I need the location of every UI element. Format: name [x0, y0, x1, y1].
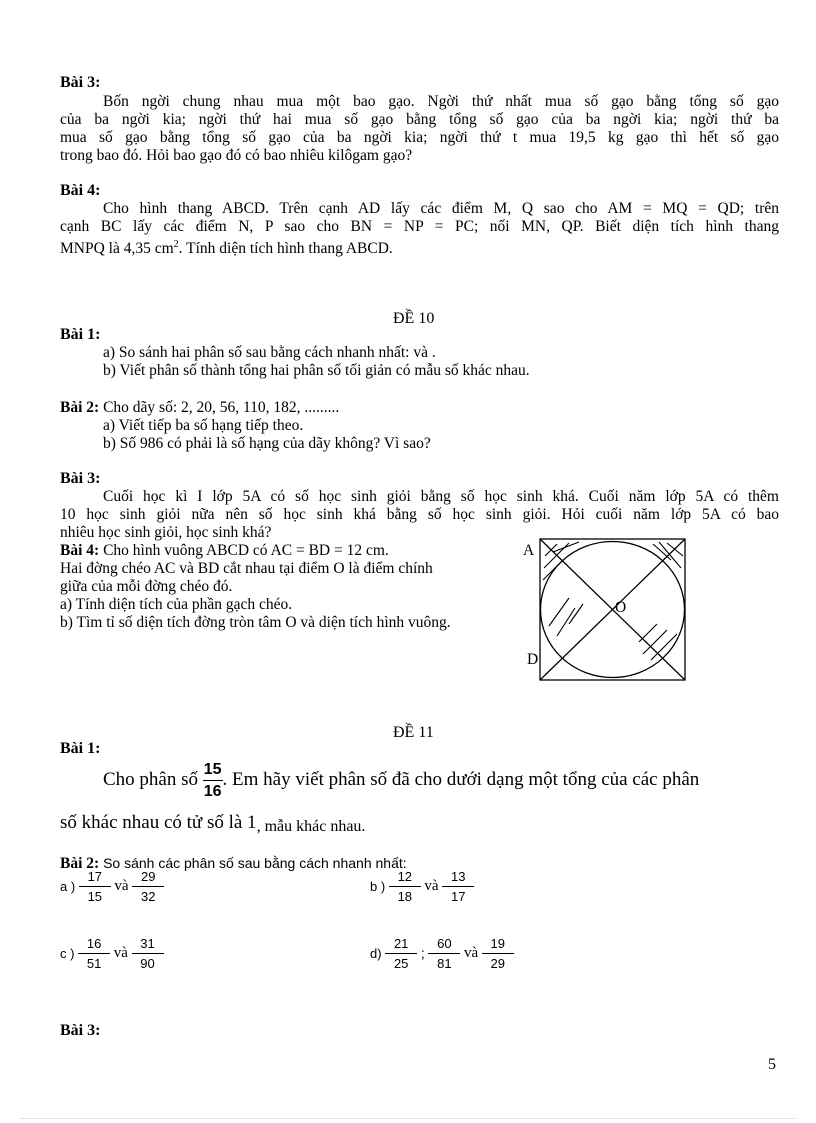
page-number: 5: [768, 1056, 776, 1073]
bai4-line-2: cạnh BC lấy các điểm N, P sao cho BN = NP = PC; nối MN, QP. Biết diện tích hình thang: [60, 218, 779, 235]
fraction-12-18: $\frac{12}{18}$: [389, 868, 421, 905]
hatch-left: [549, 598, 583, 636]
de10-bai2-a: a) Viết tiếp ba số hạng tiếp theo.: [103, 417, 304, 434]
de10-bai2-b: b) Số 986 có phải là số hạng của dãy không? Vì sao?: [103, 435, 431, 452]
de10-bai1-b: b) Viết phân số thành tổng hai phân số tối giản có mẫu số khác nhau.: [103, 362, 530, 379]
footer-divider: [20, 1118, 796, 1119]
fraction-15-16: $\frac{15}{16}$: [203, 761, 222, 801]
fraction-19-29: $\frac{19}{29}$: [482, 935, 514, 972]
de10-bai2-line: Bài 2: Cho dãy số: 2, 20, 56, 110, 182, .........: [60, 399, 340, 416]
fraction-21-25: $\frac{21}{25}$: [385, 935, 417, 972]
de10-bai3-line-2: 10 học sinh giỏi nữa nên số học sinh khá bằng số học sinh giỏi. Hỏi cuối năm lớp 5A có bao: [60, 506, 779, 523]
de10-bai3-line-3: nhiêu học sinh giỏi, học sinh khá?: [60, 524, 272, 541]
fraction-60-81: $\frac{60}{81}$: [428, 935, 460, 972]
de11-bai1-heading: Bài 1:: [60, 740, 101, 757]
de10-bai1-a: a) So sánh hai phân số sau bằng cách nhanh nhất: và .: [103, 344, 436, 361]
de10-bai3-heading: Bài 3:: [60, 470, 101, 487]
figure-label-a: A: [523, 542, 535, 559]
de10-bai4-line-4: a) Tính diện tích của phần gạch chéo.: [60, 596, 293, 613]
bai3-heading: Bài 3:: [60, 74, 101, 91]
fraction-13-17: $\frac{13}{17}$: [442, 868, 474, 905]
de10-bai3-line-1: Cuối học kì I lớp 5A có số học sinh giỏi bằng số học sinh khá. Cuối năm lớp 5A có thêm: [103, 488, 779, 505]
bai3-line-4: trong bao đó. Hỏi bao gạo đó có bao nhiêu kilôgam gạo?: [60, 147, 413, 164]
figure-label-o: O: [615, 599, 627, 616]
bai4-line-3: MNPQ là 4,35 $cm^2$. Tính diện tích hình thang ABCD.: [60, 239, 393, 258]
compare-a: a ) $\frac{17}{15}$ và $\frac{29}{32}$: [60, 868, 164, 905]
de11-title: ĐỀ 11: [393, 724, 434, 741]
bai3-line-1: Bốn ngời chung nhau mua một bao gạo. Ngời thứ nhất mua số gạo bằng tổng số gạo: [103, 93, 779, 110]
compare-c: c ) $\frac{16}{51}$ và $\frac{31}{90}$: [60, 935, 164, 972]
de11-bai3-heading: Bài 3:: [60, 1022, 101, 1039]
de11-bai1-line-1: Cho phân số $\frac{15}{16}$ . Em hãy viết phân số đã cho dưới dạng một tổng của các phân: [103, 761, 700, 801]
de10-bai4-line-3: giữa của mỗi đờng chéo đó.: [60, 578, 233, 595]
square-circle-figure: [539, 538, 687, 682]
de10-bai4-line-1: Bài 4: Cho hình vuông ABCD có AC = BD = 12 cm.: [60, 542, 389, 559]
de11-bai1-line-2: số khác nhau có tử số là 1, mẫu khác nhau.: [60, 812, 366, 835]
de10-title: ĐỀ 10: [393, 310, 435, 327]
bai3-line-2: của ba ngời kia; ngời thứ hai mua số gạo bằng tổng số gạo của ba ngời kia; ngời thứ ba: [60, 111, 779, 128]
fraction-17-15: $\frac{17}{15}$: [79, 868, 111, 905]
compare-b: b ) $\frac{12}{18}$ và $\frac{13}{17}$: [370, 868, 474, 905]
fraction-16-51: $\frac{16}{51}$: [78, 935, 110, 972]
bai4-line-1: Cho hình thang ABCD. Trên cạnh AD lấy các điểm M, Q sao cho AM = MQ = QD; trên: [103, 200, 779, 217]
de10-bai4-line-2: Hai đờng chéo AC và BD cắt nhau tại điểm O là điểm chính: [60, 560, 433, 577]
compare-d: d) $\frac{21}{25}$ ; $\frac{60}{81}$ và $\frac{19}{29}$: [370, 935, 514, 972]
de11-bai2-line: Bài 2: So sánh các phân số sau bằng cách nhanh nhất:: [60, 855, 407, 872]
fraction-31-90: $\frac{31}{90}$: [132, 935, 164, 972]
bai4-heading: Bài 4:: [60, 182, 101, 199]
figure-label-d: D: [527, 651, 539, 668]
bai3-line-3: mua số gạo bằng tổng số gạo của ba ngời kia; ngời thứ t mua 19,5 kg gạo thì hết số gạo: [60, 129, 779, 146]
de10-bai4-line-5: b) Tìm tỉ số diện tích đờng tròn tâm O và diện tích hình vuông.: [60, 614, 451, 631]
de10-bai1-heading: Bài 1:: [60, 326, 101, 343]
fraction-29-32: $\frac{29}{32}$: [132, 868, 164, 905]
